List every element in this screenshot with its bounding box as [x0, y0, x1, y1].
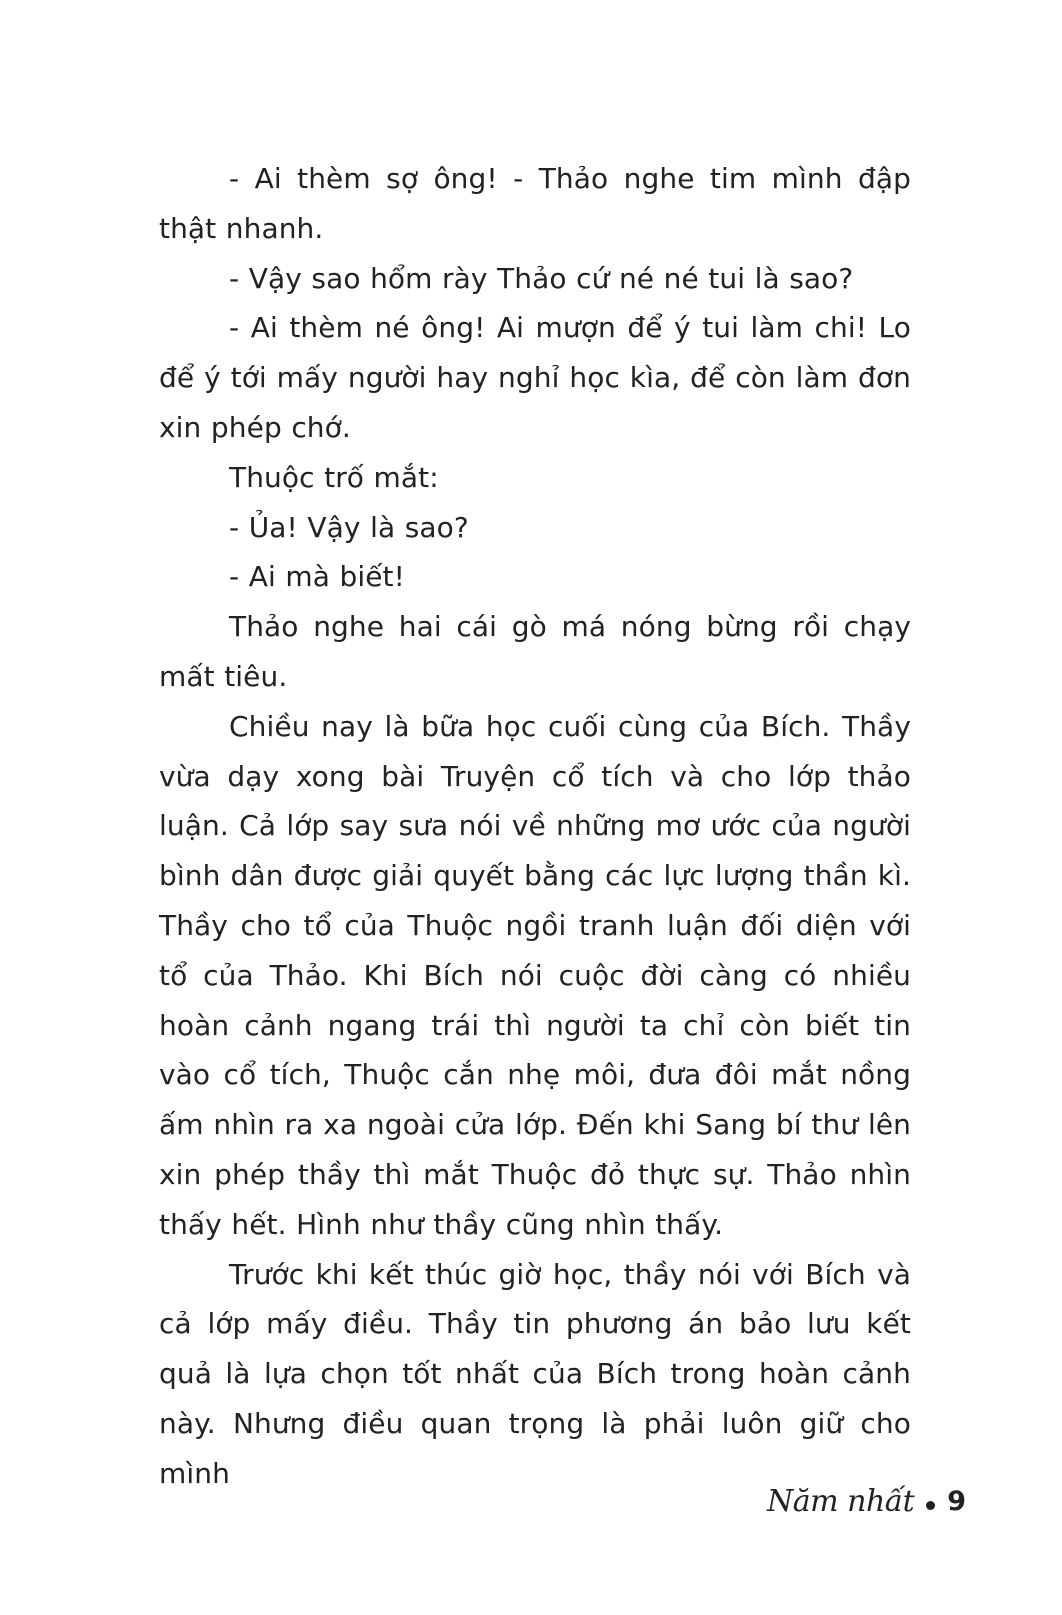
paragraph-4: Thuộc trố mắt: [229, 460, 439, 494]
paragraph-5: - Ủa! Vậy là sao? [229, 510, 469, 544]
paragraph-1: - Ai thèm sợ ông! - Thảo nghe tim mình đập thật nhanh. [159, 162, 911, 245]
page-footer [767, 1484, 966, 1519]
paragraph-8: Chiều nay là bữa học cuối cùng của Bích. Thầy vừa dạy xong bài Truyện cổ tích và cho lớp thảo luận. Cả lớp say sưa nói về những mơ ước của người bình dân được giải quyết bằng các lực lượng thần kì. Thầy cho tổ của Thuộc ngồi tranh luận đối diện với tổ của Thảo. Khi Bích nói cuộc đời càng có nhiều hoàn cảnh ngang trái thì người ta chỉ còn biết tin vào cổ tích, Thuộc cắn nhẹ môi, đưa đôi mắt nồng ấm nhìn ra xa ngoài cửa lớp. Đến khi Sang bí thư lên xin phép thầy thì mắt Thuộc đỏ thực sự. Thảo nhìn thấy hết. Hình như thầy cũng nhìn thấy. [159, 709, 911, 1241]
paragraph-2: - Vậy sao hổm rày Thảo cứ né né tui là sao? [229, 261, 854, 295]
paragraph-7: Thảo nghe hai cái gò má nóng bừng rồi chạy mất tiêu. [159, 610, 911, 693]
paragraph-6: - Ai mà biết! [229, 560, 405, 594]
separator-dot-icon [926, 1501, 935, 1510]
paragraph-3: - Ai thèm né ông! Ai mượn để ý tui làm chi! Lo để ý tới mấy người hay nghỉ học kìa, để còn làm đơn xin phép chớ. [159, 311, 911, 444]
running-title: Năm nhất [767, 1484, 915, 1519]
paragraph-9: Trước khi kết thúc giờ học, thầy nói với Bích và cả lớp mấy điều. Thầy tin phương án bảo lưu kết quả là lựa chọn tốt nhất của Bích trong hoàn cảnh này. Nhưng điều quan trọng là phải luôn giữ cho mình [159, 1257, 911, 1490]
page-number: 9 [947, 1486, 966, 1517]
body-text [159, 154, 911, 1499]
